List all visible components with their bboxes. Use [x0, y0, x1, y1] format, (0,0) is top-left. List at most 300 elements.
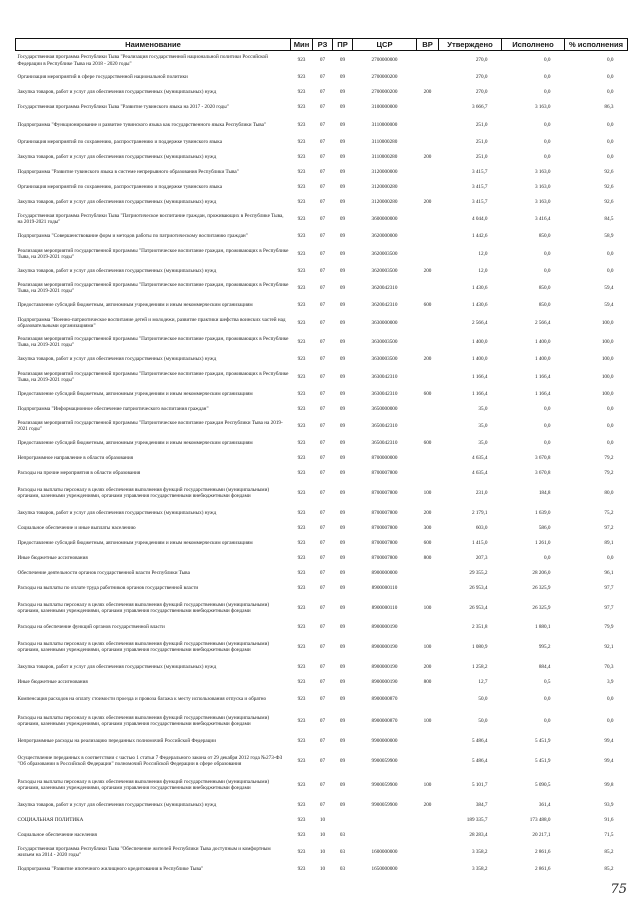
row-name: Закупка товаров, работ и услуг для обеспечения государственных (муниципальных) нужд — [17, 509, 217, 516]
row-rz: 07 — [319, 524, 326, 531]
row-executed: 884,4 — [538, 663, 551, 670]
row-csr: 9900059900 — [371, 782, 398, 789]
table-row — [16, 675, 628, 690]
row-executed: 0,0 — [544, 440, 551, 447]
row-csr: 3620042310 — [371, 302, 398, 309]
row-name: Государственная программа Республики Тыва "Развитие тувинского языка на 2017 - 2020 годы" — [17, 104, 229, 111]
row-vr — [417, 690, 439, 710]
row-vr: 100 — [423, 782, 432, 789]
row-approved: 3 358,2 — [471, 866, 488, 873]
table-row — [16, 690, 628, 710]
row-name: Подпрограмма "Военно-патриотическое воспитание детей и молодежи, развитие практики шефства воинских частей над образовательными организациями" — [17, 316, 286, 329]
row-csr: 3650000000 — [371, 405, 398, 412]
row-pr: 09 — [339, 104, 346, 111]
row-rz: 07 — [319, 624, 326, 631]
row-min: 923 — [297, 831, 306, 838]
row-rz: 07 — [319, 198, 326, 205]
row-name: Подпрограмма "Совершенствование форм и методов работы по патриотическому воспитанию граждан" — [17, 233, 248, 240]
row-pr: 09 — [339, 183, 346, 190]
row-min: 923 — [297, 849, 306, 856]
table-row — [16, 635, 628, 660]
row-vr — [417, 333, 439, 353]
row-rz: 07 — [319, 267, 326, 274]
row-min: 923 — [297, 233, 306, 240]
row-percent: 89,1 — [604, 539, 614, 546]
row-rz: 07 — [319, 373, 326, 380]
row-name: Расходы на выплаты персоналу в целях обеспечения выполнения функций государственными (муниципальными) органами, казенными учреждениями, органами управления государственными внебюджетными фондами — [17, 641, 270, 654]
row-pr: 09 — [339, 356, 346, 363]
row-vr: 100 — [423, 718, 432, 725]
row-approved: 270,0 — [475, 89, 488, 96]
row-approved: 50,0 — [478, 696, 488, 703]
row-name: Государственная программа Республики Тыва "Обеспечение жителей Республики Тыва доступным и комфортным жильем на 2014 - 2020 годы" — [17, 846, 271, 859]
row-min: 923 — [297, 644, 306, 651]
row-csr: 8900000190 — [371, 644, 398, 651]
row-pr: 09 — [339, 285, 346, 292]
row-rz: 07 — [319, 757, 326, 764]
row-percent: 0,0 — [607, 696, 614, 703]
row-percent: 92,6 — [604, 183, 614, 190]
row-executed: 184,8 — [538, 490, 551, 497]
row-percent: 0,0 — [607, 153, 614, 160]
row-min: 923 — [297, 440, 306, 447]
row-vr — [417, 581, 439, 596]
table-row — [16, 709, 628, 734]
row-rz: 07 — [319, 302, 326, 309]
row-percent: 93,9 — [604, 801, 614, 808]
row-name: Реализация мероприятий государственной программы "Патриотическое воспитание граждан, проживающих в Республике Тыва, на 2019-2021 годы" — [17, 336, 289, 349]
table-row — [16, 70, 628, 85]
row-name: СОЦИАЛЬНАЯ ПОЛИТИКА — [17, 816, 84, 823]
row-min: 923 — [297, 356, 306, 363]
row-csr: 8700000000 — [371, 455, 398, 462]
row-percent: 96,1 — [604, 569, 614, 576]
row-executed: 3 163,0 — [534, 168, 551, 175]
row-approved: 50,0 — [478, 718, 488, 725]
row-percent: 0,0 — [607, 267, 614, 274]
row-approved: 1 415,0 — [471, 539, 488, 546]
row-min: 923 — [297, 423, 306, 430]
row-name: Организация мероприятий в сфере государственной национальной политики — [17, 74, 188, 81]
row-vr: 800 — [423, 554, 432, 561]
row-approved: 3 415,7 — [471, 198, 488, 205]
table-row — [16, 352, 628, 367]
row-name: Осуществление переданных в соответствии с частью 1 статьи 7 Федерального закона от 29 декабря 2012 года №273-ФЗ "Об образовании в Российской Федерации" полномочий Российской Федерации в сфере образования — [17, 754, 283, 767]
row-percent: 0,0 — [607, 250, 614, 257]
row-vr — [417, 466, 439, 481]
row-pr — [333, 813, 353, 828]
row-min: 923 — [297, 718, 306, 725]
row-rz: 07 — [319, 554, 326, 561]
row-percent: 97,2 — [604, 524, 614, 531]
row-name: Закупка товаров, работ и услуг для обеспечения государственных (муниципальных) нужд — [17, 356, 217, 363]
row-percent: 91,6 — [604, 816, 614, 823]
row-vr — [417, 843, 439, 863]
row-min: 923 — [297, 121, 306, 128]
row-name: Подпрограмма "Развитие ипотечного жилищного кредитования в Республике Тыва" — [17, 866, 204, 873]
row-name: Социальное обеспечение населения — [17, 831, 97, 838]
row-executed: 0,0 — [544, 423, 551, 430]
row-rz: 07 — [319, 455, 326, 462]
row-rz: 07 — [319, 250, 326, 257]
row-executed: 1 166,4 — [534, 373, 551, 380]
row-executed: 0,0 — [544, 74, 551, 81]
table-row — [16, 51, 628, 71]
row-min: 923 — [297, 57, 306, 64]
row-name: Компенсация расходов на оплату стоимости проезда и провоза багажа к месту использования отпуска и обратно — [17, 696, 267, 703]
row-min: 923 — [297, 801, 306, 808]
table-row — [16, 436, 628, 451]
row-approved: 4 635,4 — [471, 455, 488, 462]
row-executed: 850,0 — [538, 285, 551, 292]
row-min: 923 — [297, 153, 306, 160]
row-csr: 3600000000 — [371, 216, 398, 223]
row-vr: 200 — [423, 663, 432, 670]
row-percent: 75,2 — [604, 509, 614, 516]
table-row — [16, 843, 628, 863]
row-executed: 0,0 — [544, 718, 551, 725]
row-vr: 600 — [423, 302, 432, 309]
row-vr — [417, 244, 439, 264]
row-vr: 100 — [423, 490, 432, 497]
row-rz: 10 — [319, 831, 326, 838]
row-pr: 09 — [339, 89, 346, 96]
row-vr: 600 — [423, 390, 432, 397]
row-pr: 09 — [339, 782, 346, 789]
row-min: 923 — [297, 390, 306, 397]
row-csr: 3630042310 — [371, 390, 398, 397]
row-rz: 07 — [319, 168, 326, 175]
row-percent: 3,9 — [607, 678, 614, 685]
row-approved: 35,0 — [478, 405, 488, 412]
row-approved: 1 442,6 — [471, 233, 488, 240]
row-executed: 361,4 — [538, 801, 551, 808]
row-name: Государственная программа Республики Тыва "Патриотическое воспитание граждан, проживающих в Республике Тыва, на 2019-2021 годы" — [17, 213, 284, 226]
row-min: 923 — [297, 554, 306, 561]
row-approved: 1 080,9 — [471, 644, 488, 651]
row-min: 923 — [297, 584, 306, 591]
row-min: 923 — [297, 216, 306, 223]
row-min: 923 — [297, 816, 306, 823]
row-csr: 3110000280 — [371, 138, 398, 145]
row-rz: 07 — [319, 440, 326, 447]
row-min: 923 — [297, 696, 306, 703]
table-row — [16, 150, 628, 165]
table-row — [16, 828, 628, 843]
row-vr: 200 — [423, 267, 432, 274]
row-executed: 1 880,1 — [534, 624, 551, 631]
row-approved: 2 351,8 — [471, 624, 488, 631]
row-percent: 86,3 — [604, 104, 614, 111]
row-rz: 07 — [319, 718, 326, 725]
row-pr: 09 — [339, 696, 346, 703]
table-row — [16, 333, 628, 353]
row-csr: 8900000190 — [371, 678, 398, 685]
row-vr: 200 — [423, 89, 432, 96]
row-rz: 07 — [319, 138, 326, 145]
row-vr: 100 — [423, 644, 432, 651]
row-vr: 200 — [423, 509, 432, 516]
row-approved: 29 355,2 — [469, 569, 488, 576]
row-csr: 1600000000 — [371, 849, 398, 856]
row-csr: 9900000000 — [371, 737, 398, 744]
row-rz: 07 — [319, 663, 326, 670]
row-approved: 1 258,2 — [471, 663, 488, 670]
row-rz: 07 — [319, 490, 326, 497]
row-pr: 09 — [339, 153, 346, 160]
row-name: Социальное обеспечение и иные выплаты населению — [17, 524, 136, 531]
table-row — [16, 466, 628, 481]
row-csr: 2700000000 — [371, 57, 398, 64]
row-percent: 0,0 — [607, 138, 614, 145]
row-csr: 8700007800 — [371, 554, 398, 561]
row-name: Подпрограмма "Функционирование и развитие тувинского языка как государственного языка Республики Тыва" — [17, 121, 267, 128]
row-approved: 4 044,0 — [471, 216, 488, 223]
row-pr: 09 — [339, 624, 346, 631]
row-approved: 35,0 — [478, 440, 488, 447]
row-percent: 100,0 — [601, 373, 614, 380]
row-rz: 07 — [319, 216, 326, 223]
row-csr: 3650042310 — [371, 440, 398, 447]
row-executed: 26 325,9 — [532, 604, 551, 611]
row-min: 923 — [297, 302, 306, 309]
row-vr — [417, 402, 439, 417]
row-csr: 3650042310 — [371, 423, 398, 430]
row-executed: 0,0 — [544, 250, 551, 257]
row-percent: 79,2 — [604, 470, 614, 477]
row-executed: 3 416,4 — [534, 216, 551, 223]
row-executed: 0,0 — [544, 57, 551, 64]
table-row — [16, 313, 628, 333]
header-name: Наименование — [16, 39, 291, 51]
row-name: Предоставление субсидий бюджетным, автономным учреждениям и иным некоммерческим организациям — [17, 539, 253, 546]
row-executed: 5 451,9 — [534, 757, 551, 764]
row-name: Закупка товаров, работ и услуг для обеспечения государственных (муниципальных) нужд — [17, 267, 217, 274]
row-min: 923 — [297, 539, 306, 546]
row-executed: 26 325,9 — [532, 584, 551, 591]
row-rz: 07 — [319, 569, 326, 576]
row-vr: 600 — [423, 539, 432, 546]
row-approved: 5 486,4 — [471, 737, 488, 744]
row-min: 923 — [297, 285, 306, 292]
table-row — [16, 298, 628, 313]
row-vr — [417, 734, 439, 749]
row-vr — [417, 100, 439, 115]
row-name: Реализация мероприятий государственной программы "Патриотическое воспитание граждан, проживающих в Республике Тыва, на 2019-2021 годы" — [17, 247, 289, 260]
row-percent: 100,0 — [601, 390, 614, 397]
row-min: 923 — [297, 319, 306, 326]
row-approved: 270,0 — [475, 57, 488, 64]
table-row — [16, 749, 628, 774]
row-approved: 1 430,6 — [471, 302, 488, 309]
table-row — [16, 660, 628, 675]
row-vr: 100 — [423, 604, 432, 611]
row-name: Подпрограмма "Информационное обеспечение патриотического воспитания граждан" — [17, 405, 209, 412]
row-csr: 3110000000 — [371, 121, 398, 128]
row-executed: 850,0 — [538, 233, 551, 240]
row-pr: 09 — [339, 663, 346, 670]
table-row — [16, 551, 628, 566]
row-pr: 03 — [339, 831, 346, 838]
table-row — [16, 773, 628, 798]
row-vr — [417, 115, 439, 135]
row-percent: 59,4 — [604, 285, 614, 292]
row-executed: 1 400,0 — [534, 339, 551, 346]
row-approved: 251,0 — [475, 121, 488, 128]
row-pr: 09 — [339, 138, 346, 145]
row-name: Расходы на выплаты персоналу в целях обеспечения выполнения функций государственными (муниципальными) органами, казенными учреждениями, органами управления государственными внебюджетными фондами — [17, 715, 270, 728]
row-name: Закупка товаров, работ и услуг для обеспечения государственных (муниципальных) нужд — [17, 89, 217, 96]
row-approved: 3 415,7 — [471, 168, 488, 175]
row-percent: 0,0 — [607, 89, 614, 96]
row-executed: 1 166,4 — [534, 390, 551, 397]
row-rz: 07 — [319, 183, 326, 190]
row-name: Иные бюджетные ассигнования — [17, 678, 88, 685]
row-name: Реализация мероприятий государственной программы "Патриотическое воспитание граждан, проживающих в Республике Тыва, на 2019-2021 годы" — [17, 282, 289, 295]
row-vr — [417, 367, 439, 387]
row-executed: 1 261,0 — [534, 539, 551, 546]
row-pr: 09 — [339, 569, 346, 576]
row-csr: 9900059900 — [371, 801, 398, 808]
row-pr: 09 — [339, 554, 346, 561]
row-pr: 09 — [339, 216, 346, 223]
row-vr — [417, 279, 439, 299]
row-vr — [417, 70, 439, 85]
row-name: Подпрограмма "Развитие тувинского языка в системе непрерывного образования Республики Тыва" — [17, 168, 239, 175]
row-pr: 09 — [339, 718, 346, 725]
table-row — [16, 536, 628, 551]
row-approved: 1 166,4 — [471, 390, 488, 397]
row-rz: 07 — [319, 678, 326, 685]
row-percent: 0,0 — [607, 554, 614, 561]
header-vr: ВР — [417, 39, 439, 51]
row-percent: 71,5 — [604, 831, 614, 838]
row-approved: 12,0 — [478, 267, 488, 274]
row-csr: 3630003500 — [371, 339, 398, 346]
row-approved: 1 166,4 — [471, 373, 488, 380]
row-csr: 3120000280 — [371, 198, 398, 205]
row-executed: 0,0 — [544, 121, 551, 128]
row-pr: 09 — [339, 423, 346, 430]
row-executed: 173 488,0 — [529, 816, 551, 823]
row-percent: 92,6 — [604, 168, 614, 175]
row-name: Реализация мероприятий государственной программы "Патриотическое воспитание граждан, проживающих в Республике Тыва, на 2019-2021 годы" — [17, 370, 289, 383]
row-rz: 07 — [319, 57, 326, 64]
row-approved: 3 415,7 — [471, 183, 488, 190]
row-approved: 251,0 — [475, 153, 488, 160]
row-vr — [417, 51, 439, 71]
row-approved: 384,7 — [475, 801, 488, 808]
table-row — [16, 481, 628, 506]
row-csr: 9900059900 — [371, 757, 398, 764]
table-row — [16, 180, 628, 195]
row-rz: 07 — [319, 737, 326, 744]
row-rz: 07 — [319, 470, 326, 477]
table-row — [16, 367, 628, 387]
row-min: 923 — [297, 138, 306, 145]
row-rz: 07 — [319, 801, 326, 808]
row-pr: 03 — [339, 866, 346, 873]
row-executed: 850,0 — [538, 302, 551, 309]
row-executed: 586,0 — [538, 524, 551, 531]
row-pr: 09 — [339, 390, 346, 397]
row-csr: 8700007800 — [371, 509, 398, 516]
table-row — [16, 581, 628, 596]
row-name: Расходы на выплаты по оплате труда работников органов государственной власти — [17, 584, 199, 591]
row-vr: 200 — [423, 356, 432, 363]
row-min: 923 — [297, 168, 306, 175]
row-percent: 59,4 — [604, 302, 614, 309]
row-percent: 0,0 — [607, 74, 614, 81]
row-csr: 1650000000 — [371, 866, 398, 873]
row-rz: 10 — [319, 866, 326, 873]
row-name: Непрограммное направление в области образования — [17, 455, 133, 462]
row-approved: 251,0 — [475, 138, 488, 145]
row-name: Предоставление субсидий бюджетным, автономным учреждениям и иным некоммерческим организациям — [17, 440, 253, 447]
row-vr — [417, 180, 439, 195]
row-min: 923 — [297, 569, 306, 576]
row-percent: 79,9 — [604, 624, 614, 631]
row-csr: 3620042310 — [371, 285, 398, 292]
row-name: Организация мероприятий по сохранению, распространению и поддержке тувинского языка — [17, 138, 223, 145]
row-min: 923 — [297, 524, 306, 531]
header-approved: Утверждено — [439, 39, 502, 51]
row-executed: 0,0 — [544, 153, 551, 160]
row-executed: 5 451,9 — [534, 737, 551, 744]
row-pr: 09 — [339, 524, 346, 531]
row-rz: 07 — [319, 539, 326, 546]
row-csr: 8700007800 — [371, 539, 398, 546]
row-min: 923 — [297, 183, 306, 190]
row-min: 923 — [297, 866, 306, 873]
row-percent: 99,8 — [604, 782, 614, 789]
row-pr: 09 — [339, 339, 346, 346]
row-percent: 0,0 — [607, 57, 614, 64]
row-percent: 80,0 — [604, 490, 614, 497]
row-vr — [417, 566, 439, 581]
row-percent: 0,0 — [607, 440, 614, 447]
table-header — [16, 39, 628, 51]
table-row — [16, 387, 628, 402]
row-min: 923 — [297, 74, 306, 81]
row-vr — [417, 229, 439, 244]
row-percent: 92,6 — [604, 198, 614, 205]
row-approved: 26 953,4 — [469, 604, 488, 611]
header-min: Мин — [291, 39, 313, 51]
row-csr: 3620003500 — [371, 267, 398, 274]
row-rz: 07 — [319, 390, 326, 397]
row-name: Иные бюджетные ассигнования — [17, 554, 88, 561]
row-vr: 300 — [423, 524, 432, 531]
row-name: Государственная программа Республики Тыва "Реализация государственной национальной политики Российской Федерации в Республике Тыва на 2018 - 2020 годы" — [17, 54, 268, 67]
row-name: Закупка товаров, работ и услуг для обеспечения государственных (муниципальных) нужд — [17, 663, 217, 670]
row-percent: 99,4 — [604, 757, 614, 764]
row-min: 923 — [297, 470, 306, 477]
table-row — [16, 813, 628, 828]
row-pr: 09 — [339, 233, 346, 240]
row-csr — [353, 828, 417, 843]
row-rz: 07 — [319, 584, 326, 591]
table-row — [16, 210, 628, 230]
row-percent: 99,4 — [604, 737, 614, 744]
row-csr: 3630003500 — [371, 356, 398, 363]
row-rz: 07 — [319, 233, 326, 240]
row-percent: 97,7 — [604, 604, 614, 611]
row-csr: 8900000870 — [371, 696, 398, 703]
row-min: 923 — [297, 509, 306, 516]
row-pr: 09 — [339, 405, 346, 412]
row-executed: 0,0 — [544, 696, 551, 703]
